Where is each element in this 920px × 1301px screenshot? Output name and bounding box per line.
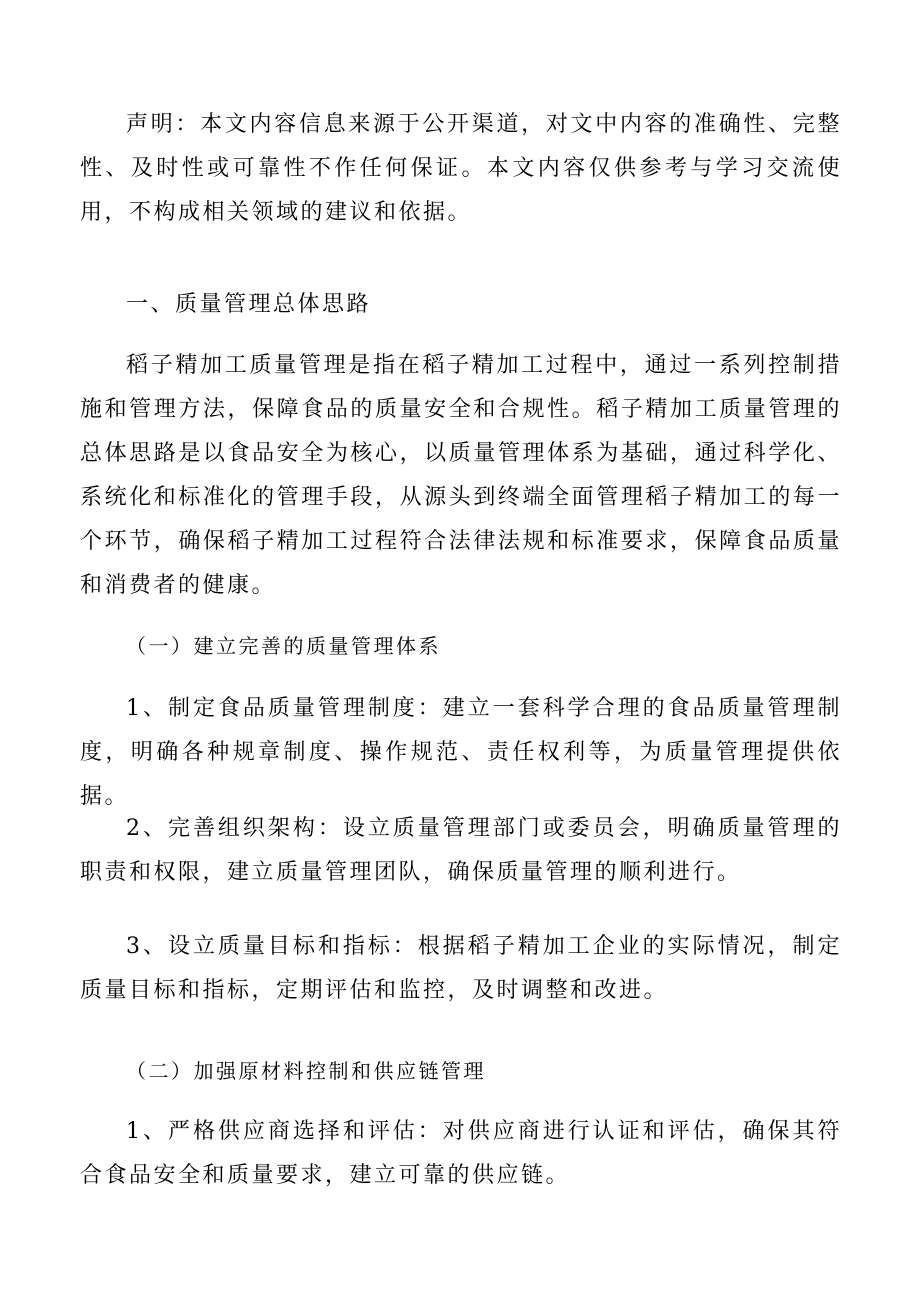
section-intro-paragraph: 稻子精加工质量管理是指在稻子精加工过程中，通过一系列控制措施和管理方法，保障食品的质量安全和合规性。稻子精加工质量管理的总体思路是以食品安全为核心，以质量管理体系为基础，通过科学化、系统化和标准化的管理手段，从源头到终端全面管理稻子精加工的每一个环节，确保稻子精加工过程符合法律法规和标准要求，保障食品质量和消费者的健康。 (80, 353, 842, 598)
list-item: 3、设立质量目标和指标：根据稻子精加工企业的实际情况，制定质量目标和指标，定期评估和监控，及时调整和改进。 (80, 934, 842, 1003)
list-item: 1、严格供应商选择和评估：对供应商进行认证和评估，确保其符合食品安全和质量要求，建立可靠的供应链。 (80, 1119, 842, 1188)
list-item: 1、制定食品质量管理制度：建立一套科学合理的食品质量管理制度，明确各种规章制度、操作规范、责任权利等，为质量管理提供依据。 (80, 696, 842, 809)
section-heading: 一、质量管理总体思路 (126, 292, 372, 317)
subsection-heading-2: （二）加强原材料控制和供应链管理 (126, 1059, 486, 1083)
list-item: 2、完善组织架构：设立质量管理部门或委员会，明确质量管理的职责和权限，建立质量管理团队，确保质量管理的顺利进行。 (80, 816, 842, 885)
disclaimer-paragraph: 声明：本文内容信息来源于公开渠道，对文中内容的准确性、完整性、及时性或可靠性不作任何保证。本文内容仅供参考与学习交流使用，不构成相关领域的建议和依据。 (80, 112, 842, 225)
subsection-heading-1: （一）建立完善的质量管理体系 (126, 634, 441, 658)
